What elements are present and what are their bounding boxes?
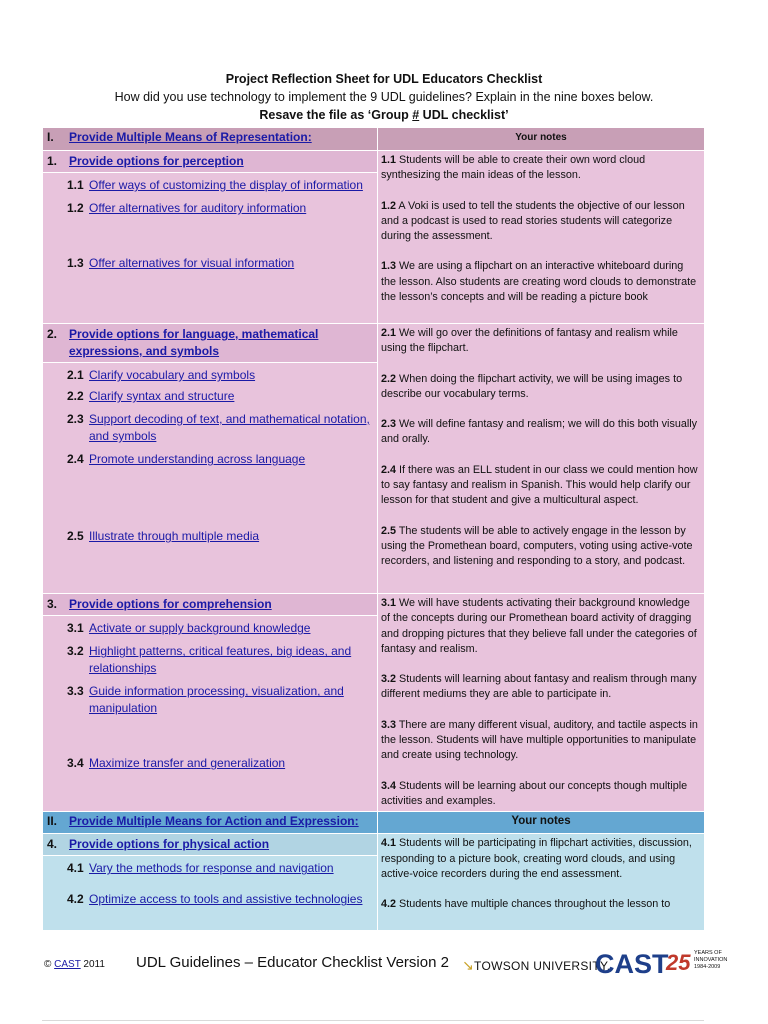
note-number: 4.2 — [381, 898, 397, 911]
anniversary-icon: 25 — [666, 950, 691, 975]
note-item — [381, 259, 701, 305]
guideline-heading — [43, 151, 377, 172]
checkpoint-item — [43, 719, 377, 774]
notes-text — [378, 324, 704, 572]
notes-header-cell — [378, 128, 705, 151]
section-row — [43, 812, 705, 834]
notes-header-cell — [378, 812, 705, 834]
guideline-heading — [43, 324, 377, 362]
note-number: 1.3 — [381, 260, 397, 273]
guideline-link[interactable]: Provide options for perception — [69, 154, 244, 168]
note-number: 2.1 — [381, 327, 397, 339]
note-item — [381, 372, 701, 403]
checkpoint-link[interactable]: Vary the methods for response and navigation — [89, 861, 334, 876]
note-number: 1.1 — [381, 154, 397, 166]
checkpoint-number: 2.2 — [67, 389, 84, 403]
checkpoint-item — [43, 616, 377, 639]
checkpoint-item — [43, 173, 377, 196]
checkpoint-link[interactable]: Maximize transfer and generalization — [89, 756, 286, 771]
checkpoint-link[interactable]: Illustrate through multiple media — [89, 529, 260, 543]
guideline-number: 4. — [47, 837, 58, 852]
checkpoints-cell — [43, 363, 378, 594]
note-text: Students will be learning about our concepts though multiple activities and examples. — [381, 779, 688, 807]
guideline-row — [43, 594, 705, 616]
note-item — [381, 672, 701, 703]
checkpoint-item — [43, 196, 377, 219]
section-numeral: I. — [47, 130, 54, 144]
guideline-row — [43, 151, 705, 173]
note-text: We will define fantasy and realism; we will do this both visually and orally. — [381, 418, 698, 446]
guideline-cell — [43, 594, 378, 616]
checkpoint-item — [43, 219, 377, 274]
checkpoint-number: 2.4 — [67, 452, 84, 466]
note-number: 2.3 — [381, 418, 397, 431]
resave-suffix: UDL checklist’ — [419, 108, 509, 122]
section-link[interactable]: Provide Multiple Means for Action and Expression: — [69, 814, 359, 829]
checkpoint-number: 3.4 — [67, 756, 84, 771]
checkpoint-number: 4.1 — [67, 861, 84, 876]
section-numeral: II. — [47, 814, 58, 829]
cast-link[interactable]: CAST — [54, 959, 81, 970]
sheet-question: How did you use technology to implement the 9 UDL guidelines? Explain in the nine boxes below. — [114, 90, 654, 104]
page-footer — [42, 948, 732, 984]
note-item — [381, 836, 701, 882]
checkpoint-link[interactable]: Promote understanding across language — [89, 452, 306, 466]
checkpoint-item — [43, 407, 377, 447]
section-cell — [43, 812, 378, 834]
checkpoints-cell — [43, 173, 378, 324]
note-text: Students will be participating in flipchart activities, discussion, responding to a picture book, creating word clouds, and using active-voice recorders during the end assessment. — [381, 837, 692, 880]
towson-swoosh-icon: ↘ — [462, 957, 475, 973]
copyright-symbol: © — [44, 959, 55, 970]
checkpoint-item — [43, 470, 377, 547]
note-text: We will have students activating their background knowledge of the concepts during our Promethean board activity of dragging and dropping pictures that they believe fall under the categories of fantasy and realism. — [381, 597, 697, 655]
guideline-heading — [43, 594, 377, 615]
note-item — [381, 199, 701, 245]
note-text: We will go over the definitions of fantasy and realism while using the flipchart. — [381, 327, 678, 355]
note-number: 3.3 — [381, 718, 397, 731]
checkpoint-link[interactable]: Offer alternatives for visual information — [89, 256, 295, 270]
checkpoint-number: 3.2 — [67, 644, 84, 659]
notes-text — [378, 594, 704, 811]
guideline-link[interactable]: Provide options for language, mathematical expressions, and symbols — [69, 327, 319, 358]
note-number: 4.1 — [381, 837, 397, 850]
guideline-number: 3. — [47, 597, 58, 611]
note-number: 3.2 — [381, 673, 397, 686]
notes-cell — [378, 324, 705, 594]
note-text: Students have multiple chances throughout the lesson to — [396, 898, 671, 911]
notes-header: Your notes — [515, 132, 567, 143]
notes-cell — [378, 834, 705, 931]
note-text: A Voki is used to tell the students the objective of our lesson and a podcast is used to read stories students will categorize during the assessment. — [381, 199, 685, 243]
resave-hash: # — [412, 108, 420, 122]
note-number: 2.5 — [381, 524, 397, 537]
section-link[interactable]: Provide Multiple Means of Representation: — [69, 130, 312, 144]
note-text: Students will be able to create their own word cloud synthesizing the main ideas of the lesson. — [381, 154, 646, 182]
towson-text: TOWSON UNIVERSITY. — [474, 959, 611, 973]
note-number: 2.2 — [381, 372, 397, 385]
checkpoint-number: 3.3 — [67, 684, 84, 699]
checkpoint-item — [43, 639, 377, 679]
checkpoint-link[interactable]: Support decoding of text, and mathematical notation, and symbols — [89, 412, 370, 443]
guideline-number: 1. — [47, 154, 58, 168]
note-number: 3.4 — [381, 779, 397, 792]
note-text: There are many different visual, auditory, and tactile aspects in the lesson. Students will have multiple opportunities to manipulate and create using technology. — [381, 718, 698, 762]
section-cell — [43, 128, 378, 151]
checkpoint-link[interactable]: Activate or supply background knowledge — [89, 621, 311, 636]
sheet-title: Project Reflection Sheet for UDL Educators Checklist — [225, 72, 543, 86]
notes-header: Your notes — [511, 815, 571, 828]
section-heading — [43, 812, 377, 830]
checkpoint-item — [43, 386, 377, 407]
checkpoint-number: 2.1 — [67, 368, 84, 382]
note-item — [381, 153, 701, 184]
note-number: 3.1 — [381, 597, 397, 609]
checkpoint-link[interactable]: Offer ways of customizing the display of information — [89, 178, 363, 192]
note-text: We are using a flipchart on an interactive whiteboard during the lesson. Also students are creating word clouds to demonstrate the lesson’s concepts and will be reading a picture book — [381, 260, 697, 304]
note-item — [381, 463, 701, 509]
guideline-row — [43, 324, 705, 363]
guideline-link[interactable]: Provide options for physical action — [69, 837, 270, 852]
note-item — [381, 596, 701, 657]
checkpoint-number: 1.3 — [67, 256, 84, 270]
notes-text — [378, 834, 704, 930]
checkpoint-link[interactable]: Clarify syntax and structure — [89, 389, 235, 403]
copyright-year: 2011 — [80, 959, 105, 970]
guideline-link[interactable]: Provide options for comprehension — [69, 597, 272, 611]
checkpoint-link[interactable]: Optimize access to tools and assistive technologies — [89, 892, 363, 907]
checkpoint-number: 3.1 — [67, 621, 84, 636]
checkpoint-link[interactable]: Clarify vocabulary and symbols — [89, 368, 256, 382]
note-item — [381, 417, 701, 448]
version-text: UDL Guidelines – Educator Checklist Version 2 — [136, 954, 449, 971]
towson-logo — [462, 957, 610, 974]
checkpoint-item — [43, 856, 377, 879]
notes-cell — [378, 594, 705, 812]
notes-cell — [378, 151, 705, 324]
checkpoint-item — [43, 447, 377, 470]
copyright-line — [44, 959, 105, 970]
note-number: 2.4 — [381, 463, 397, 476]
note-text: Students will learning about fantasy and realism through many different mediums they are able to participate in. — [381, 673, 697, 701]
note-text: The students will be able to actively engage in the lesson by using the Promethean board, computers, voting using active-vote recorders, and listening and responding to a story, and podcast. — [381, 524, 693, 568]
guideline-number: 2. — [47, 327, 58, 341]
section-row — [43, 128, 705, 151]
note-item — [381, 326, 701, 357]
checkpoint-number: 1.2 — [67, 201, 84, 215]
checkpoint-number: 4.2 — [67, 892, 84, 907]
guideline-heading — [43, 834, 377, 855]
resave-instruction — [0, 106, 768, 124]
guideline-cell — [43, 834, 378, 856]
bottom-divider — [42, 1020, 704, 1021]
checkpoint-link[interactable]: Highlight patterns, critical features, big ideas, and relationships — [89, 644, 352, 676]
guideline-cell — [43, 324, 378, 363]
checkpoint-link[interactable]: Offer alternatives for auditory information — [89, 201, 307, 215]
header — [0, 70, 768, 124]
resave-prefix: Resave the file as ‘Group — [259, 108, 413, 122]
checkpoint-number: 1.1 — [67, 178, 84, 192]
checkpoint-item — [43, 879, 377, 910]
notes-text — [378, 151, 704, 307]
checkpoint-number: 2.5 — [67, 529, 84, 543]
note-number: 1.2 — [381, 199, 397, 212]
note-item — [381, 718, 701, 764]
note-item — [381, 779, 701, 810]
cast-logo: CAST — [595, 949, 669, 979]
guideline-cell — [43, 151, 378, 173]
guideline-row — [43, 834, 705, 856]
checkpoints-cell — [43, 856, 378, 931]
years-badge: YEARS OF INNOVATION 1984-2009 — [694, 950, 728, 970]
note-item — [381, 897, 701, 912]
checkpoint-number: 2.3 — [67, 412, 84, 426]
checkpoints-cell — [43, 616, 378, 812]
checklist-table — [42, 127, 705, 931]
note-text: If there was an ELL student in our class we could mention how to say fantasy and realism in Spanish. This would help clarify our lesson for that student and give a multicultural aspect. — [381, 463, 698, 507]
checkpoint-item — [43, 363, 377, 386]
note-text: When doing the flipchart activity, we will be using images to describe our vocabulary terms. — [381, 372, 683, 400]
checkpoint-item — [43, 679, 377, 719]
section-heading — [43, 128, 377, 146]
note-item — [381, 524, 701, 570]
checkpoint-link[interactable]: Guide information processing, visualization, and manipulation — [89, 684, 344, 716]
